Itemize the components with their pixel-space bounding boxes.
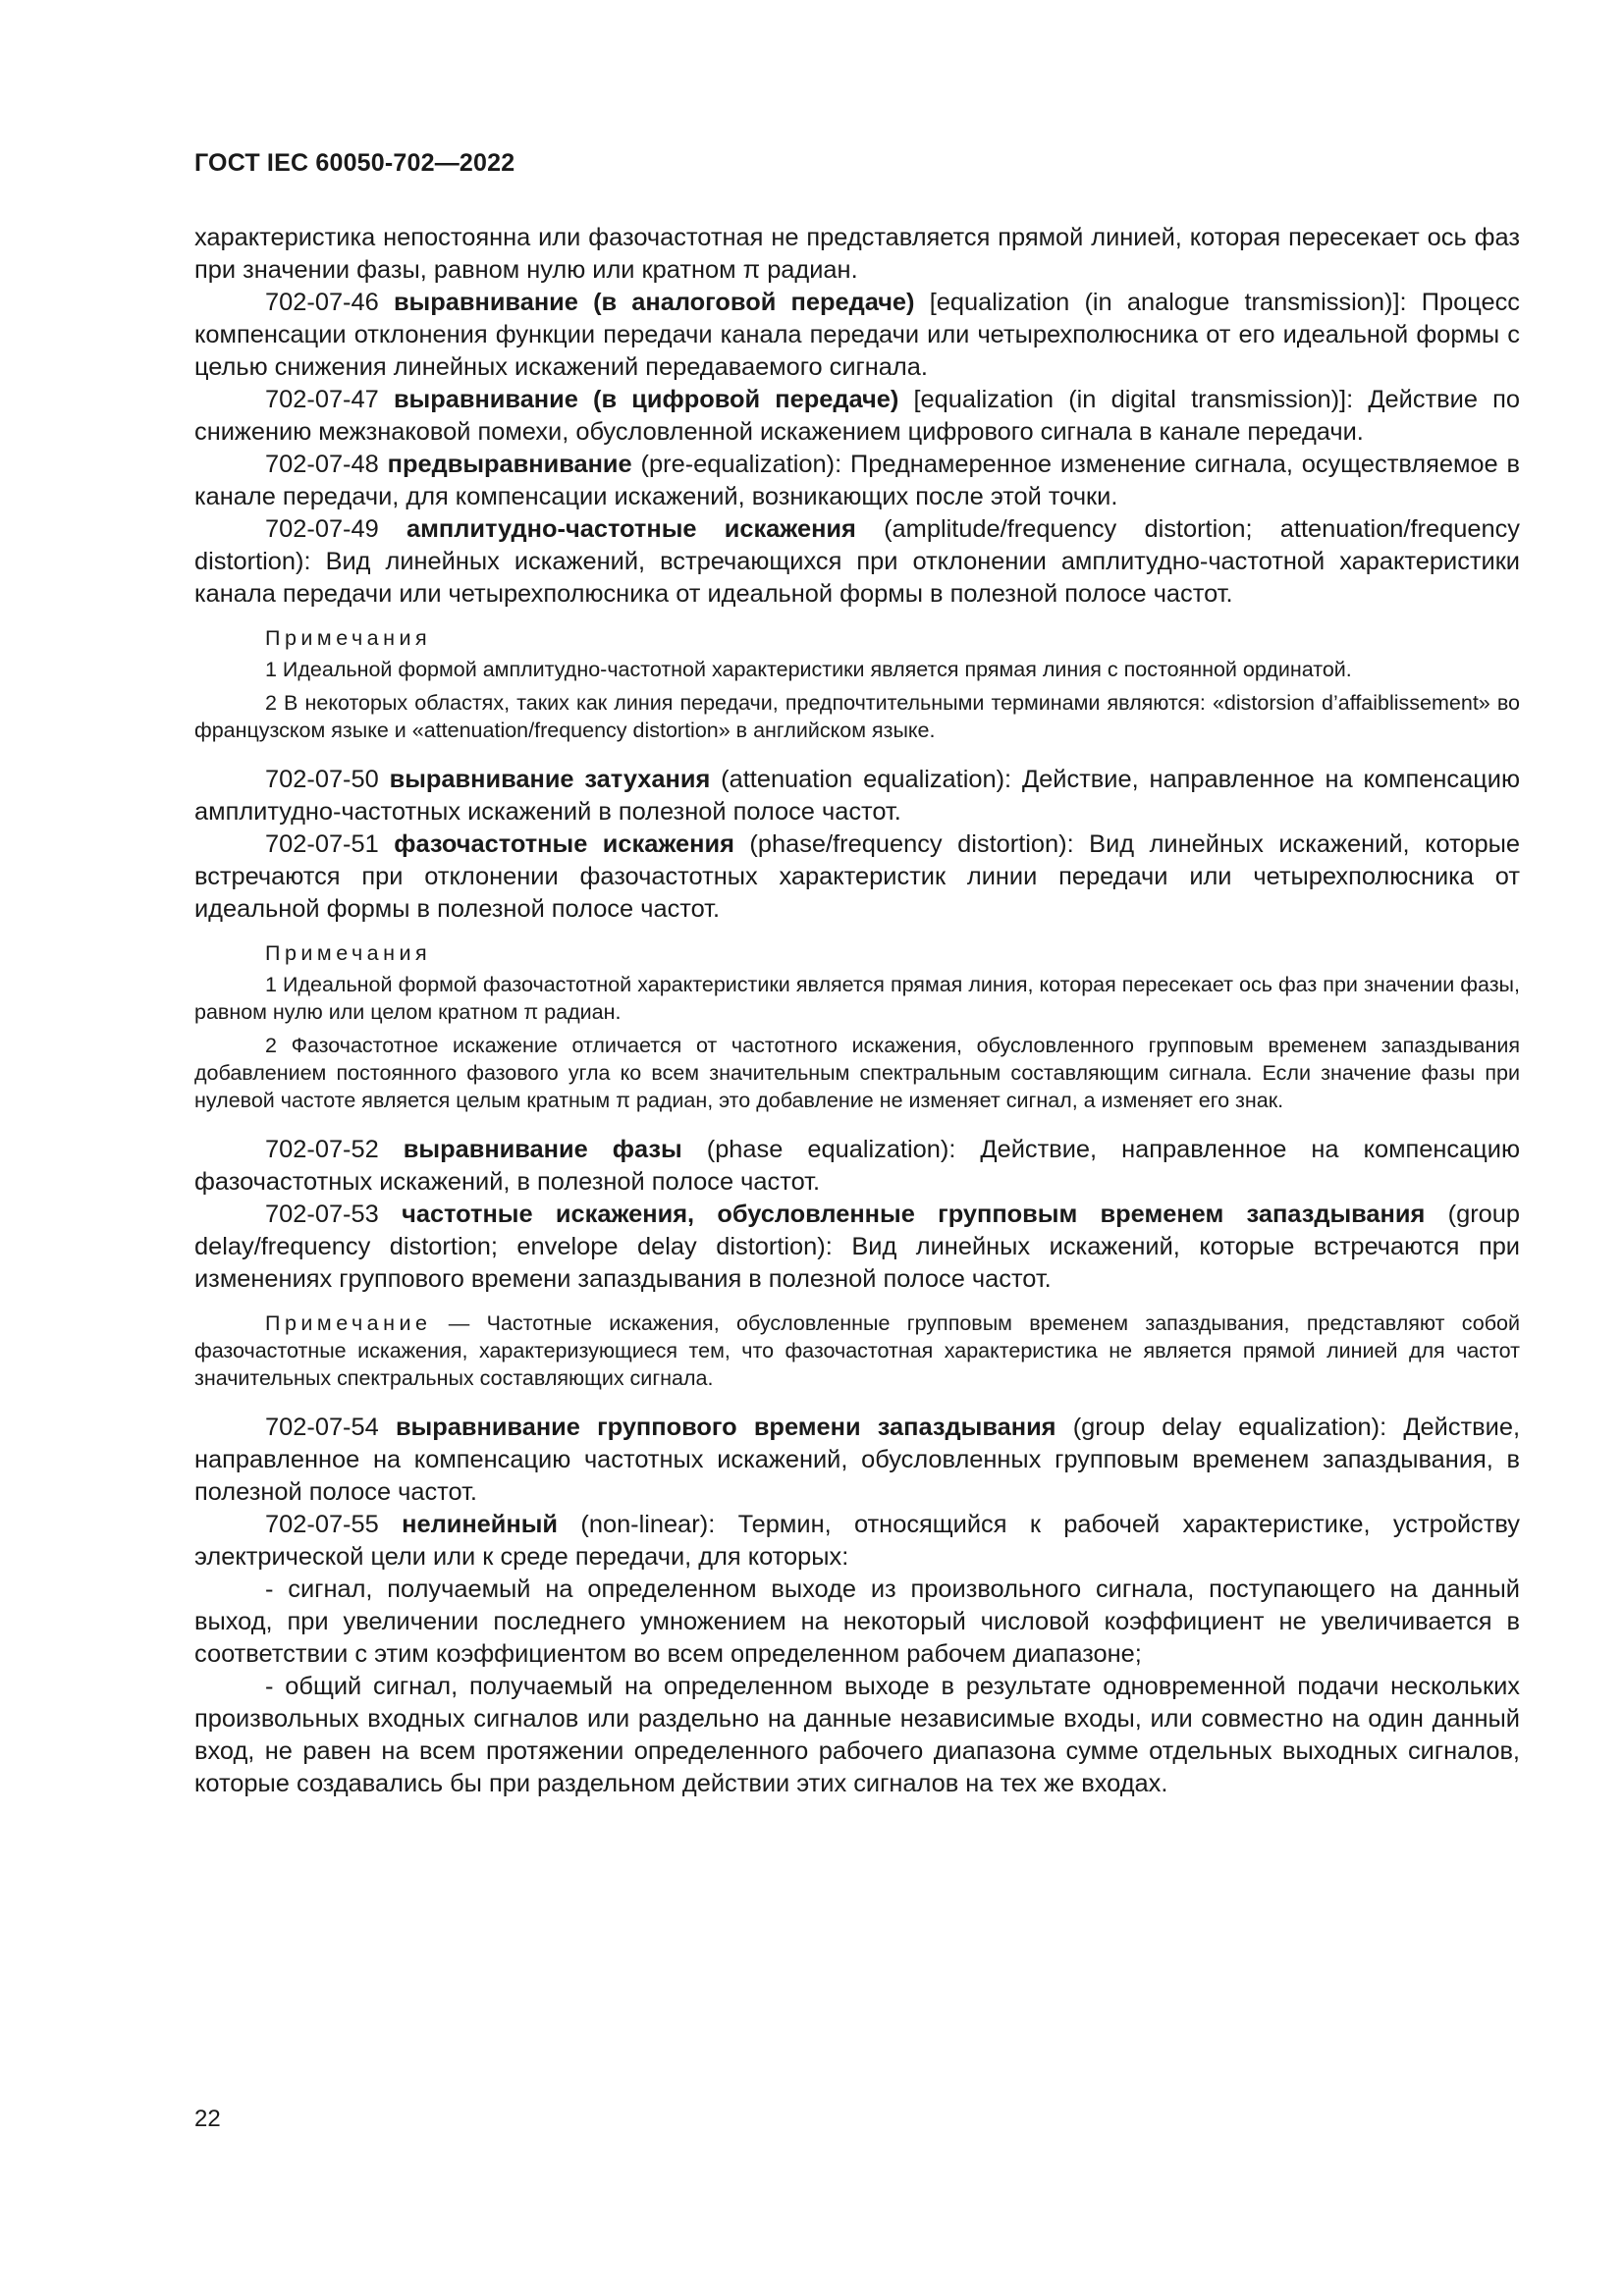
term-name: амплитудно-частотные искажения [406,515,856,543]
term-702-07-52 [194,1134,1520,1199]
note-702-07-53 [194,1309,1520,1392]
term-number: 702-07-52 [265,1136,379,1163]
term-name: выравнивание (в цифровой передаче) [393,386,899,413]
term-number: 702-07-47 [265,386,379,413]
note-2: 2 Фазочастотное искажение отличается от частотного искажения, обусловленного групповым временем запаздывания добавлением постоянного фазового угла ко всем значительным спектральным составляющим сигнала. Если значение фазы при нулевой частоте является целым кратным π радиан, это добавление не изменяет сигнал, а изменяет его знак. [194,1034,1520,1112]
note-1: 1 Идеальной формой фазочастотной характеристики является прямая линия, которая пересекает ось фаз при значении фазы, равном нулю или целом кратном π радиан. [194,973,1520,1024]
term-definition: (attenuation equalization): Действие, направленное на компенсацию амплитудно-частотных искажений в полезной полосе частот. [194,766,1520,826]
notes-heading: Примечания [265,626,432,650]
list-item: - сигнал, получаемый на определенном выходе из произвольного сигнала, поступающего на данный выход, при увеличении последнего умножением на некоторый числовой коэффициент не увеличивается в соответствии с этим коэффициентом во всем определенном рабочем диапазоне; [194,1575,1520,1668]
document-header: ГОСТ IEC 60050-702—2022 [194,149,515,177]
term-name: нелинейный [402,1511,559,1538]
term-702-07-53 [194,1199,1520,1296]
term-name: предвыравнивание [387,451,632,478]
note-2: 2 В некоторых областях, таких как линия передачи, предпочтительными терминами являются: «distorsion d’affaiblissement» во французском языке и «attenuation/frequency distortion» в английском языке. [194,691,1520,742]
term-definition: (amplitude/frequency distortion; attenuation/frequency distortion): Вид линейных искажений, встречающихся при отклонении амплитудно-частотной характеристики канала передачи или четырехполюсника от идеальной формы в полезной полосе частот. [194,515,1520,608]
term-definition: [equalization (in analogue transmission)]: Процесс компенсации отклонения функции передачи канала передачи или четырехполюсника от его идеальной формы с целью снижения линейных искажений передаваемого сигнала. [194,289,1521,381]
term-702-07-51 [194,828,1520,926]
term-name: выравнивание (в аналоговой передаче) [393,289,915,316]
term-definition: (phase equalization): Действие, направленное на компенсацию фазочастотных искажений, в полезной полосе частот. [194,1136,1521,1196]
term-definition: [equalization (in digital transmission)]: Действие по снижению межзнаковой помехи, обусловленной искажением цифрового сигнала в канале передачи. [194,386,1520,446]
term-definition: (pre-equalization): Преднамеренное изменение сигнала, осуществляемое в канале передачи, для компенсации искажений, возникающих после этой точки. [194,451,1520,510]
term-definition: (non-linear): Термин, относящийся к рабочей характеристике, устройству электрической цели или к среде передачи, для которых: [194,1511,1520,1571]
note-text: — Частотные искажения, обусловленные групповым временем запаздывания, представляют собой фазочастотные искажения, характеризующиеся тем, что фазочастотная характеристика не является прямой линией для частот значительных спектральных составляющих сигнала. [194,1311,1520,1390]
term-number: 702-07-48 [265,451,379,478]
term-definition: (phase/frequency distortion): Вид линейных искажений, которые встречаются при отклонении фазочастотных характеристик линии передачи или четырехполюсника от идеальной формы в полезной полосе частот. [194,830,1520,923]
continued-paragraph: характеристика непостоянна или фазочастотная не представляется прямой линией, которая пересекает ось фаз при значении фазы, равном нулю или кратном π радиан. [194,224,1520,284]
term-702-07-48 [194,449,1520,513]
term-number: 702-07-49 [265,515,379,543]
term-name: выравнивание группового времени запаздывания [395,1414,1056,1441]
notes-702-07-51 [194,939,1520,1114]
term-number: 702-07-51 [265,830,379,858]
notes-heading: Примечания [265,941,432,965]
term-number: 702-07-53 [265,1201,379,1228]
term-name: фазочастотные искажения [394,830,734,858]
term-702-07-49 [194,513,1520,611]
list-item: - общий сигнал, получаемый на определенном выходе в результате одновременной подачи нескольких произвольных входных сигналов или раздельно на данные независимые входы, или совместно на один данный вход, не равен на всем протяжении определенного рабочего диапазона сумме отдельных выходных сигналов, которые создавались бы при раздельном действии этих сигналов на тех же входах. [194,1673,1520,1797]
term-definition: (group delay/frequency distortion; envelope delay distortion): Вид линейных искажений, которые встречаются при изменениях группового времени запаздывания в полезной полосе частот. [194,1201,1521,1293]
page-number: 22 [194,2106,221,2132]
term-702-07-50 [194,764,1520,828]
notes-702-07-49 [194,624,1520,744]
term-definition: (group delay equalization): Действие, направленное на компенсацию частотных искажений, обусловленных групповым временем запаздывания, в полезной полосе частот. [194,1414,1521,1506]
term-number: 702-07-46 [265,289,379,316]
term-name: выравнивание затухания [389,766,711,793]
note-label: Примечание [265,1311,432,1335]
document-body [194,222,1520,1800]
term-name: выравнивание фазы [403,1136,682,1163]
note-1: 1 Идеальной формой амплитудно-частотной характеристики является прямая линия с постоянной ординатой. [265,658,1352,681]
term-number: 702-07-54 [265,1414,379,1441]
term-702-07-47 [194,384,1520,449]
term-number: 702-07-55 [265,1511,379,1538]
term-name: частотные искажения, обусловленные групповым временем запаздывания [402,1201,1426,1228]
term-702-07-46 [194,287,1520,384]
term-number: 702-07-50 [265,766,379,793]
term-702-07-54 [194,1412,1520,1509]
term-702-07-55 [194,1509,1520,1574]
